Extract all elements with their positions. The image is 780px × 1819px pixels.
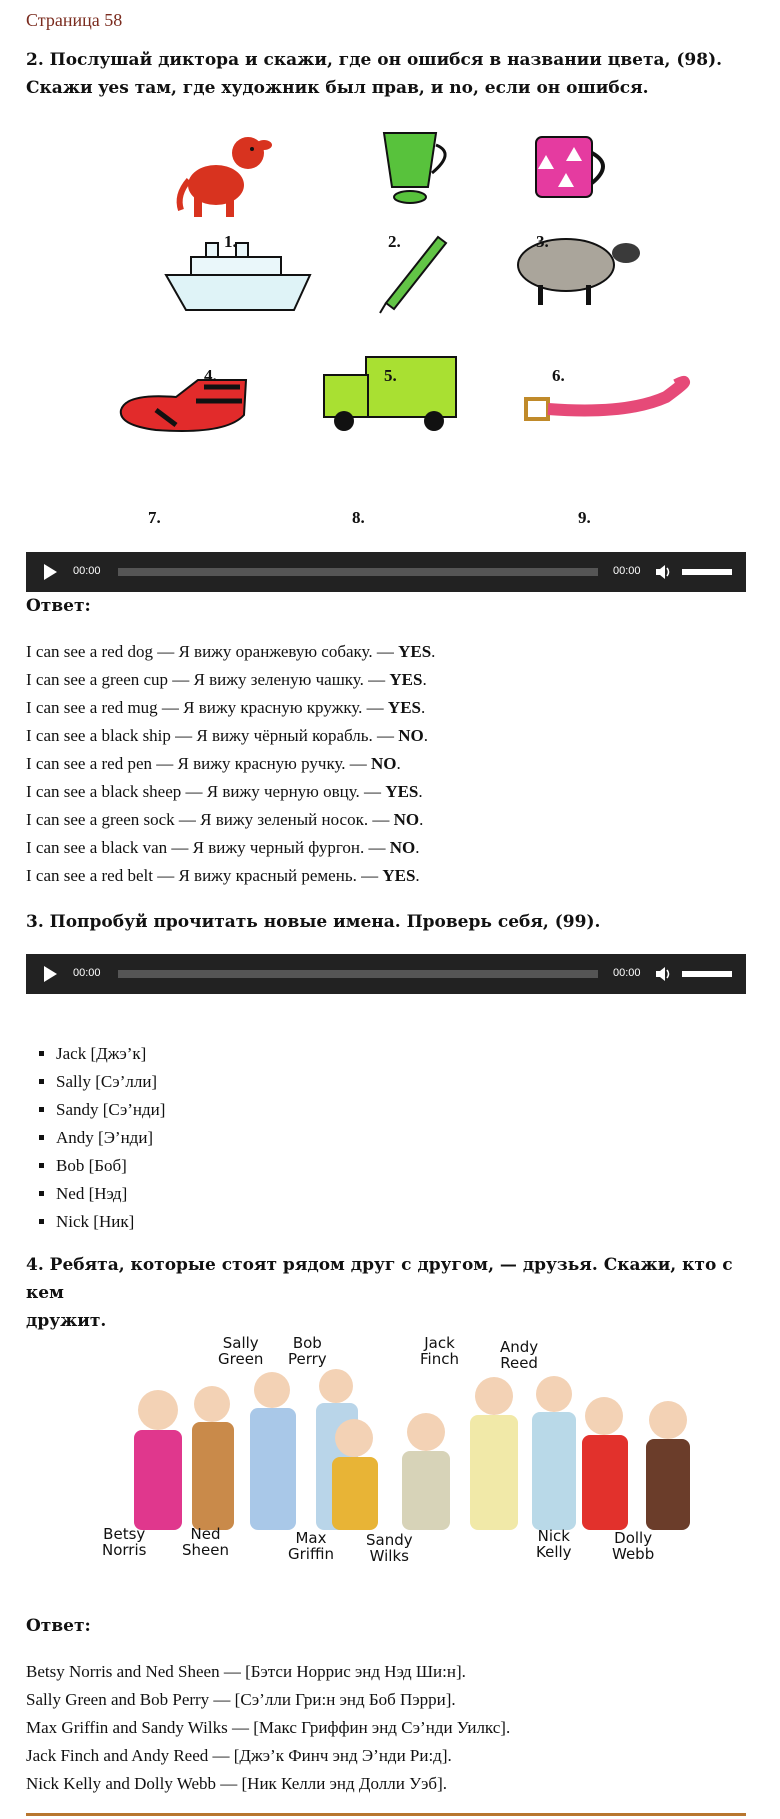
task-2-line-1: 2. Послушай диктора и скажи, где он ошибся в названии цвета, (98). [26, 50, 723, 70]
child-figure [134, 1390, 182, 1530]
duration-time: 00:00 [613, 967, 641, 979]
task-2-heading [26, 46, 746, 102]
names-list [26, 1040, 165, 1236]
answer-line: I can see a green cup — Я вижу зеленую чашку. — YES. [26, 670, 427, 689]
belt-picture [526, 382, 684, 419]
answer-line: I can see a red dog — Я вижу оранжевую собаку. — YES. [26, 642, 436, 661]
progress-bar[interactable] [118, 970, 598, 978]
picture-number-9: 9. [578, 508, 591, 527]
cup-picture [384, 133, 445, 203]
list-item: ▪ Bob [Боб] [56, 1152, 165, 1180]
answer-list-2 [26, 1658, 510, 1798]
answer-line: I can see a black sheep — Я вижу черную овцу. — YES. [26, 782, 423, 801]
label-nick-kelly: Nick Kelly [536, 1527, 572, 1561]
volume-icon[interactable] [654, 965, 672, 983]
label-bob-perry: Bob Perry [288, 1334, 327, 1368]
divider [26, 1813, 746, 1816]
list-item: ▪ Ned [Нэд] [56, 1180, 165, 1208]
label-max-griffin: Max Griffin [288, 1529, 334, 1563]
label-dolly-webb: Dolly Webb [612, 1529, 655, 1563]
label-betsy-norris: Betsy Norris [102, 1525, 147, 1559]
child-figure [582, 1397, 628, 1530]
volume-slider[interactable] [682, 971, 732, 977]
task-4-line-2: дружит. [26, 1311, 107, 1331]
task-3-heading: 3. Попробуй прочитать новые имена. Проверь себя, (99). [26, 912, 601, 932]
picture-number-6: 6. [552, 366, 565, 385]
task-4-heading [26, 1251, 746, 1335]
label-jack-finch: Jack Finch [420, 1334, 459, 1368]
current-time: 00:00 [73, 565, 101, 577]
picture-number-3: 3. [536, 232, 549, 251]
answer-list-1 [26, 638, 435, 890]
list-item: ▪ Jack [Джэ’к] [56, 1040, 165, 1068]
page-title: Страница 58 [26, 10, 123, 30]
answer-heading-2: Ответ: [26, 1616, 91, 1636]
play-icon[interactable] [44, 564, 57, 580]
answer-line: I can see a red pen — Я вижу красную ручку. — NO. [26, 754, 401, 773]
label-sandy-wilks: Sandy Wilks [366, 1531, 413, 1565]
picture-number-8: 8. [352, 508, 365, 527]
list-item: ▪ Andy [Э’нди] [56, 1124, 165, 1152]
label-andy-reed: Andy Reed [500, 1338, 539, 1372]
answer-line: I can see a black ship — Я вижу чёрный корабль. — NO. [26, 726, 428, 745]
sock-picture [121, 380, 246, 431]
child-figure [470, 1377, 518, 1530]
color-pictures [26, 125, 746, 535]
volume-slider[interactable] [682, 569, 732, 575]
duration-time: 00:00 [613, 565, 641, 577]
answer-line: Nick Kelly and Dolly Webb — [Ник Келли энд Долли Уэб]. [26, 1774, 447, 1793]
label-sally-green: Sally Green [218, 1334, 264, 1368]
list-item: ▪ Sandy [Сэ’нди] [56, 1096, 165, 1124]
volume-icon[interactable] [654, 563, 672, 581]
answer-line: Max Griffin and Sandy Wilks — [Макс Гриффин энд Сэ’нди Уилкс]. [26, 1718, 511, 1737]
answer-line: Betsy Norris and Ned Sheen — [Бэтси Норрис энд Нэд Ши:н]. [26, 1662, 466, 1681]
answer-line: I can see a red belt — Я вижу красный ремень. — YES. [26, 866, 420, 885]
list-item: ▪ Sally [Сэ’лли] [56, 1068, 165, 1096]
child-figure [402, 1413, 450, 1530]
ship-picture [166, 243, 310, 310]
audio-player-1 [26, 552, 746, 592]
progress-bar[interactable] [118, 568, 598, 576]
picture-number-1: 1. [224, 232, 237, 251]
child-figure [332, 1419, 378, 1530]
child-figure [250, 1372, 296, 1530]
audio-player-2 [26, 954, 746, 994]
answer-line: Jack Finch and Andy Reed — [Джэ’к Финч энд Э’нди Ри:д]. [26, 1746, 452, 1765]
task-4-line-1: 4. Ребята, которые стоят рядом друг с другом, — друзья. Скажи, кто с кем [26, 1255, 733, 1303]
child-figure [532, 1376, 576, 1530]
list-item: ▪ Nick [Ник] [56, 1208, 165, 1236]
picture-number-2: 2. [388, 232, 401, 251]
answer-heading-1: Ответ: [26, 596, 91, 616]
answer-line: I can see a red mug — Я вижу красную кружку. — YES. [26, 698, 426, 717]
mug-picture [536, 137, 603, 197]
picture-number-7: 7. [148, 508, 161, 527]
answer-line: Sally Green and Bob Perry — [Сэ’лли Гри:н энд Боб Пэрри]. [26, 1690, 456, 1709]
child-figure [192, 1386, 234, 1530]
play-icon[interactable] [44, 966, 57, 982]
answer-line: I can see a green sock — Я вижу зеленый носок. — NO. [26, 810, 424, 829]
dog-picture [180, 137, 272, 217]
task-2-line-2: Скажи yes там, где художник был прав, и no, если он ошибся. [26, 78, 649, 98]
picture-number-4: 4. [204, 366, 217, 385]
picture-number-5: 5. [384, 366, 397, 385]
label-ned-sheen: Ned Sheen [182, 1525, 229, 1559]
answer-line: I can see a black van — Я вижу черный фургон. — NO. [26, 838, 420, 857]
child-figure [646, 1401, 690, 1530]
current-time: 00:00 [73, 967, 101, 979]
